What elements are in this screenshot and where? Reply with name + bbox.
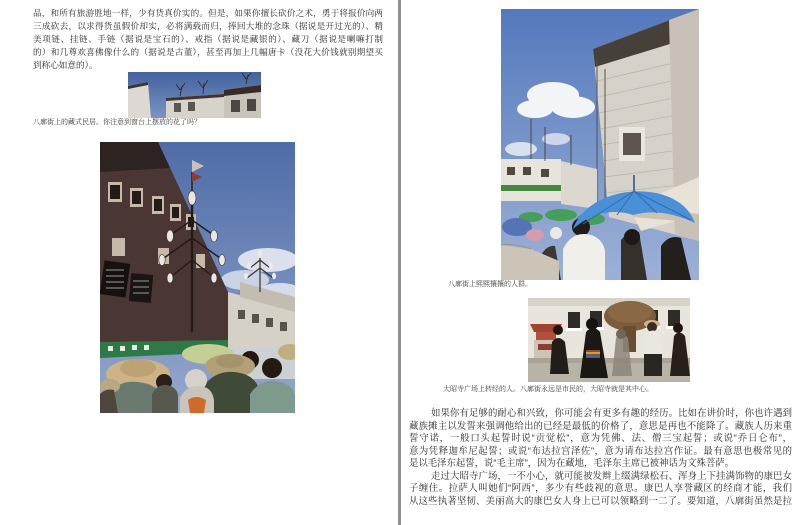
photo-barkhor-street-image <box>100 142 295 413</box>
body-text-line: 三成砍去，以求得货虽假价却实，必将满载而归，捧回大堆的念珠（据说是开过光的）、精 <box>33 21 383 31</box>
photo-jokhang-kora <box>528 298 690 382</box>
body-text-line: 意为凭释迦牟尼起誓；或说“布达拉宫泽佐”，意为请布达拉宫作证。最有意思也极常见的 <box>409 444 792 456</box>
caption-rooftops: 八廓街上的藏式民居。你注意到窗台上摆放的花了吗？ <box>33 119 201 126</box>
page-divider <box>398 0 401 525</box>
body-text-line: 誓守诺，一般口头起誓时说“贡觉松”，意为凭佛、法、僧三宝起誓；或说“乔日仑布”， <box>409 432 792 443</box>
body-text-line: 从这些执著坚韧、美丽高大的康巴女人身上已可以领略到一二了。要知道，八廓街虽然是拉 <box>409 494 792 506</box>
body-text-line: 到称心如意的）。 <box>33 60 98 70</box>
right-body-paragraphs <box>409 407 792 507</box>
body-text-line: 的）和几尊欢喜佛像什么的（据说是古董），甚至再加上几幅唐卡（没花大价钱就别期望买 <box>33 47 383 57</box>
body-text-line: 走过大昭寺广场，一不小心，就可能被发辫上缀满绿松石、浑身上下挂满饰物的康巴女 <box>431 469 792 481</box>
body-text-line: 藏族摊主以发誓来强调他给出的已经是最低的价格了，意思是再也不能降了。藏族人历来重 <box>409 419 792 431</box>
photo-barkhor-crowd-image <box>501 9 699 280</box>
body-text-line: 美项链、挂链、手链（据说是宝石的）、戒指（据说是藏银的）、藏刀（据说是喇嘛打制 <box>33 34 383 44</box>
caption-kora: 大昭寺广场上转经的人。八廓街永远是市民的，大昭寺就是其中心。 <box>443 386 653 393</box>
body-text-line: 是以毛泽东起誓，说“毛主席”，因为在藏地，毛泽东主席已被神话为文殊菩萨。 <box>409 457 734 468</box>
left-body-paragraph <box>33 7 383 72</box>
photo-barkhor-crowd <box>501 9 699 280</box>
body-text-line: 如果你有足够的耐心和兴致，你可能会有更多有趣的经历。比如在讲价时，你也许遇到 <box>431 407 792 418</box>
photo-tibetan-rooftops-image <box>128 72 261 118</box>
photo-barkhor-street <box>100 142 295 413</box>
photo-tibetan-rooftops <box>128 72 261 118</box>
caption-crowd: 八廓街上熙熙攘攘的人群。 <box>448 281 532 288</box>
body-text-line: 子缠住。拉萨人叫她们“阿西”，多少有些歧视的意思。康巴人享誉藏区的经商才能，我们 <box>409 482 792 493</box>
body-text-line: 品，和所有旅游胜地一样，少有货真价实的。但是，如果你擅长砍价之术，勇于将报价向两 <box>33 8 383 18</box>
photo-jokhang-kora-image <box>528 298 690 382</box>
